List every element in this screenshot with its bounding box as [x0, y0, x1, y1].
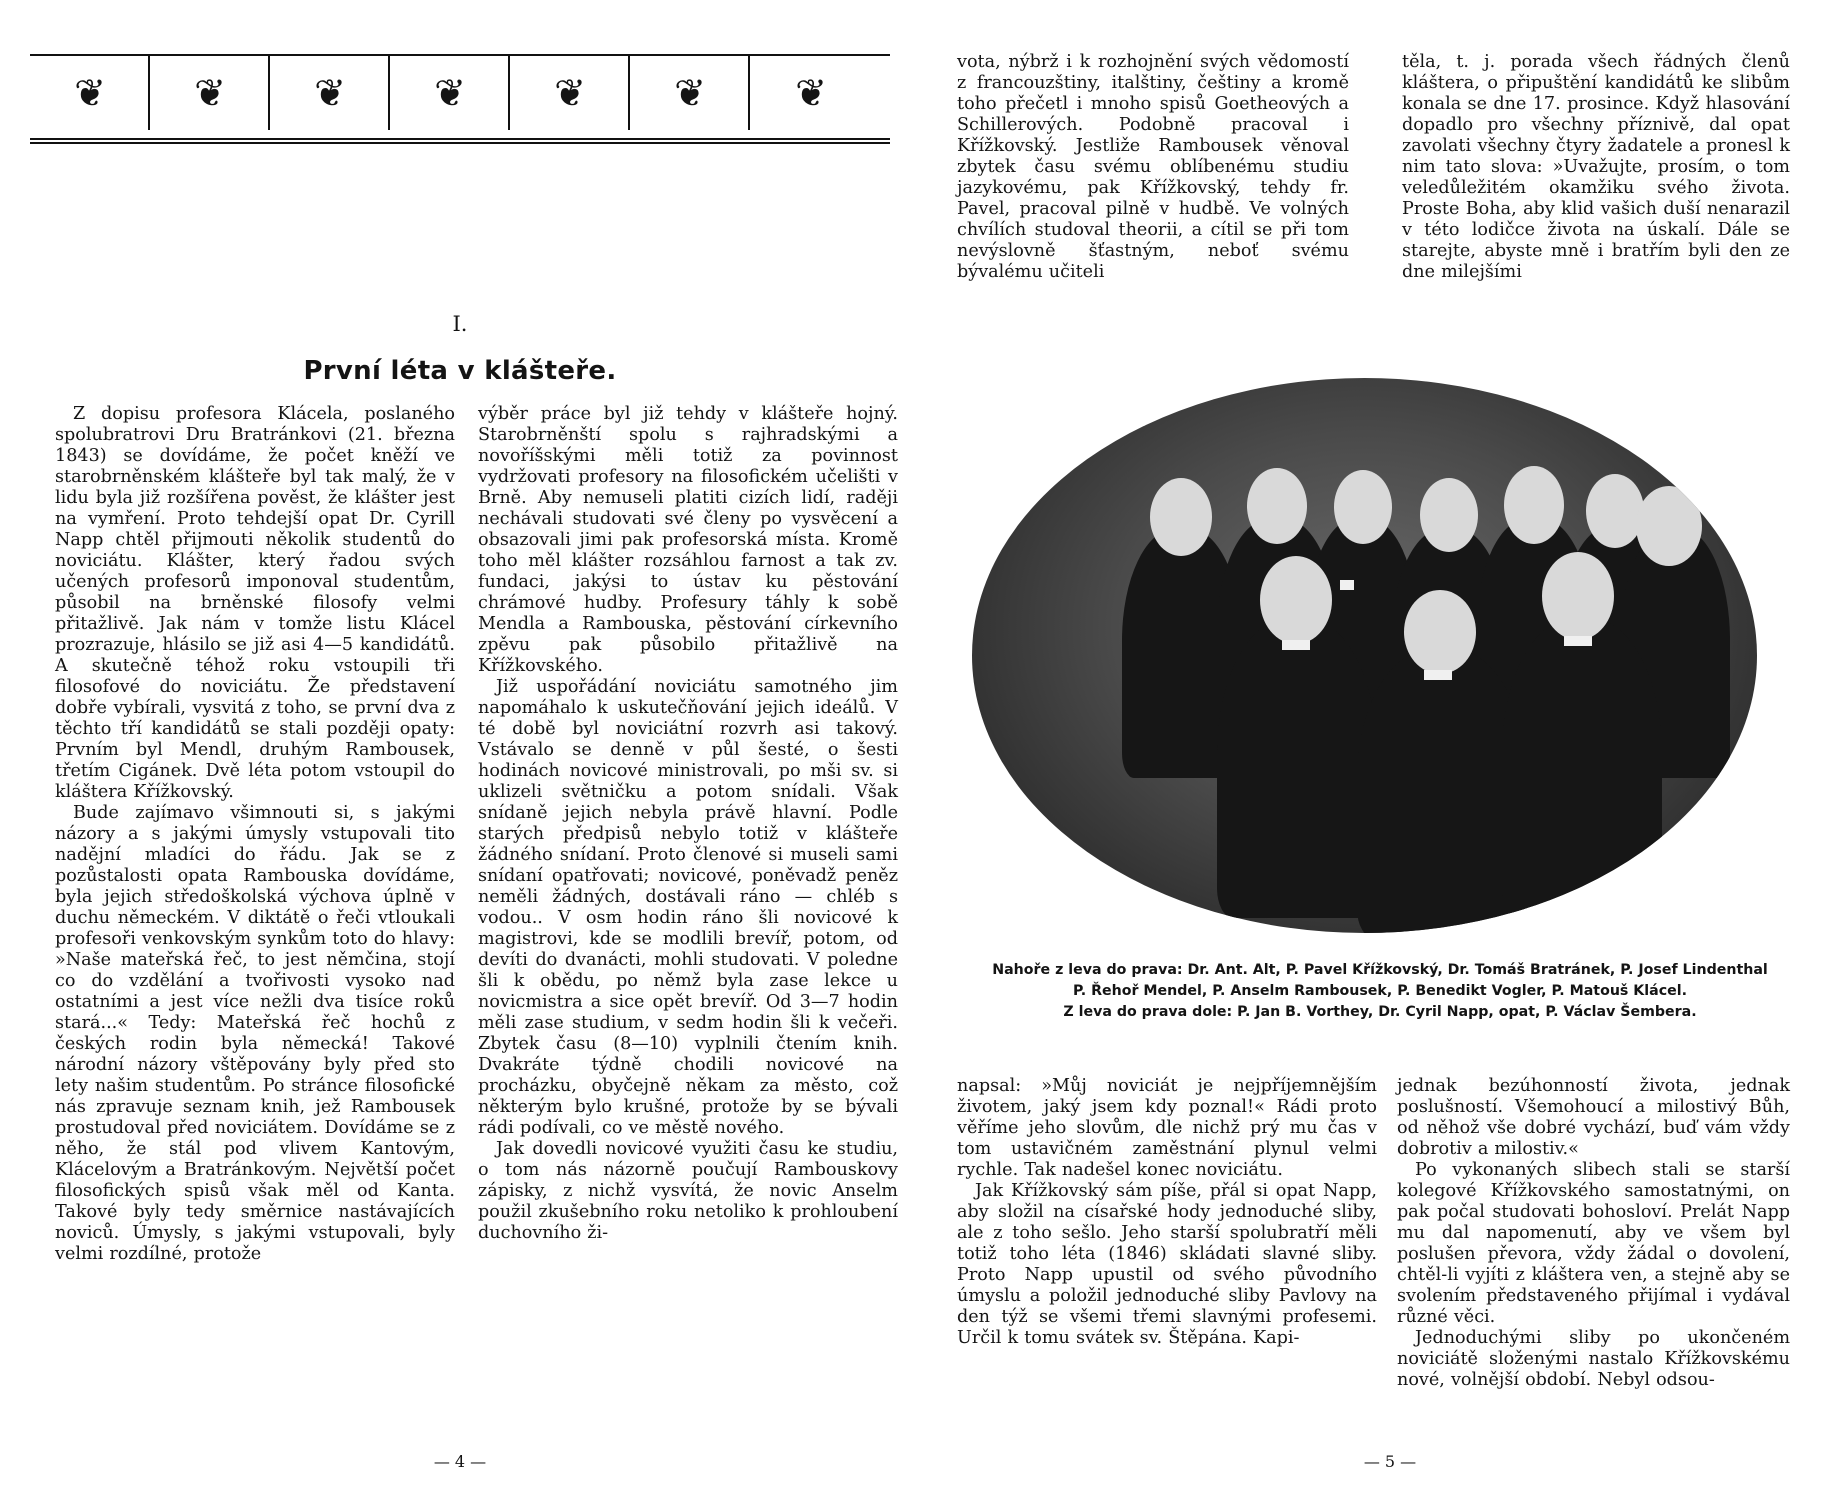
chapter-number: I. [452, 312, 468, 336]
header-ornament [30, 54, 890, 140]
right-page-bottom-column-1 [957, 1076, 1377, 1349]
right-page-top-column-2 [1402, 52, 1790, 283]
right-page-bottom-column-2 [1397, 1076, 1790, 1391]
ornament-panel: ❦ [630, 56, 750, 130]
ornament-panel: ❦ [795, 71, 825, 115]
paragraph: Z dopisu profesora Klácela, poslaného spolubratrovi Dru Bratránkovi (21. března 1843) se dovídáme, že počet kněží ve starobrněnském klášteře byl tak malý, že v lidu byla již rozšířena pověst, že klášter jest na vymření. Proto tehdejší opat Dr. Cyrill Napp chtěl přijmouti několik studentů do noviciátu. Klášter, který řadou svých učených profesorů imponoval studentům, působil na brněnské filosofy velmi přitažlivě. Jak nám v tomže listu Klácel prozrazuje, hlásilo se již asi 4—5 kandidátů. A skutečně téhož roku vstoupili tři filosofové do noviciátu. Že představení dobře vybírali, vysvitá z toho, se první dva z těchto tří kandidátů se stali později opaty: Prvním byl Mendl, druhým Rambousek, třetím Cigánek. Dvě léta potom vstoupil do kláštera Křížkovský. [55, 404, 455, 802]
paragraph: jednak bezúhonností života, jednak poslušností. Všemohoucí a milostivý Bůh, od něhož vše dobré vychází, buď vám vždy dobrotiv a milostiv.« [1397, 1076, 1790, 1159]
paragraph: Po vykonaných slibech stali se starší kolegové Křížkovského samostatnými, on pak počal studovati bohosloví. Prelát Napp mu dal napomenutí, aby ve všem byl poslušen převora, vždy žádal o dovolení, chtěl-li vyjíti z kláštera ven, a stejně aby se svolením představeného přijímal i vydával různé věci. [1397, 1160, 1790, 1327]
ornament-panel: ❦ [270, 56, 390, 130]
right-page-top-column-1 [957, 52, 1349, 283]
paragraph: Jak Křížkovský sám píše, přál si opat Napp, aby složil na císařské hody jednoduché sliby, ale z toho sešlo. Jeho starší spolubratří měli totiž toho léta (1846) skládati slavné sliby. Proto Napp upustil od svého původního úmyslu a položil jednoduché sliby Pavlovy na den týž se všemi třemi slavnými profesemi. Určil k tomu svátek sv. Štěpána. Kapi- [957, 1181, 1377, 1348]
left-page-column-1 [55, 404, 455, 1265]
caption-line: Nahoře z leva do prava: Dr. Ant. Alt, P. Pavel Křížkovský, Dr. Tomáš Bratránek, P. Josef Lindenthal [992, 962, 1768, 978]
caption-line: P. Řehoř Mendel, P. Anselm Rambousek, P. Benedikt Vogler, P. Matouš Klácel. [1072, 983, 1688, 999]
header-rule [30, 142, 890, 144]
paragraph: napsal: »Můj noviciát je nejpříjemnějším životem, jaký jsem kdy poznal!« Rádi proto věříme jeho slovům, dle nichž prý mu čas v tom ustavičném zaměstnání plynul velmi rychle. Tak nadešel konec noviciátu. [957, 1076, 1377, 1180]
paragraph: vota, nýbrž i k rozhojnění svých vědomostí z francouzštiny, italštiny, češtiny a kromě toho přečetl i mnoho spisů Goetheových a Schillerových. Podobně pracoval i Křížkovský. Jestliže Rambousek věnoval zbytek času svému oblíbenému studiu jazykovému, pak Křížkovský, tehdy fr. Pavel, pracoval pilně v hudbě. Ve volných chvílích studoval theorii, a cítil se při tom nevýslovně šťastným, neboť svému bývalému učiteli [957, 52, 1349, 282]
group-photograph [972, 378, 1757, 933]
photo-caption [920, 960, 1840, 1023]
ornament-panel: ❦ [150, 56, 270, 130]
paragraph: Jak dovedli novicové využiti času ke studiu, o tom nás názorně poučují Rambouskovy zápisky, z nichž vysvítá, že novic Anselm použil zkušebního roku netoliko k prohloubení duchovního ži- [478, 1139, 898, 1243]
paragraph: výběr práce byl již tehdy v klášteře hojný. Starobrněnští spolu s rajhradskými a novoříšskými měli totiž za povinnost vydržovati profesory na filosofickém učelišti v Brně. Aby nemuseli platiti cizích lidí, raději nechávali studovati své členy po vysvěcení a obsazovali jimi pak profesorská místa. Kromě toho měl klášter rozsáhlou farnost a tak zv. fundaci, jakýsi to ústav ku pěstování chrámové hudby. Profesury táhly k sobě Mendla a Rambouska, pěstování církevního zpěvu pak působilo přitažlivě na Křížkovského. [478, 404, 898, 676]
left-page-column-2 [478, 404, 898, 1244]
ornament-panel: ❦ [510, 56, 630, 130]
page-number-right: — 5 — [1363, 1452, 1417, 1471]
ornament-panel: ❦ [30, 56, 150, 130]
page-number-left: — 4 — [433, 1452, 487, 1471]
paragraph: Bude zajímavo všimnouti si, s jakými názory a s jakými úmysly vstupovali tito nadějní mladíci do řádu. Jak se z pozůstalosti opata Rambouska dovídáme, byla jejich středoškolská výchova úplně v duchu německém. V diktátě o řeči vtloukali profesoři venkovským synkům toto do hlavy: »Naše mateřská řeč, to jest němčina, stojí co do vzdělání a tvořivosti vysoko nad ostatními a jest více nežli dva tisíce roků stará...« Tedy: Mateřská řeč hochů z českých rodin byla německá! Takové národní názory vštěpovány byly před sto lety našim studentům. Po stránce filosofické nás zpravuje seznam knih, jež Rambousek prostudoval před noviciátem. Dovídáme se z něho, že stál pod vlivem Kantovým, Klácelovým a Bratránkovým. Největší počet filosofických spisů však měl od Kanta. Takové byly tedy směrnice nastávajících noviců. Úmysly, s jakými vstupovali, byly velmi rozdílné, protože [55, 803, 455, 1264]
paragraph: Jednoduchými sliby po ukončeném noviciátě složenými nastalo Křížkovskému nové, volnější období. Nebyl odsou- [1397, 1328, 1790, 1390]
ornament-panel: ❦ [390, 56, 510, 130]
caption-line: Z leva do prava dole: P. Jan B. Vorthey, Dr. Cyril Napp, opat, P. Václav Šembera. [1063, 1004, 1697, 1020]
paragraph: těla, t. j. porada všech řádných členů kláštera, o připuštění kandidátů ke slibům konala se dne 17. prosince. Když hlasování dopadlo pro všechny příznivě, dal opat zavolati všechny čtyry žadatele a pronesl k nim tato slova: »Uvažujte, prosím, o tom veledůležitém okamžiku svého života. Proste Boha, aby klid vašich duší nenarazil v této lodičce života na úskalí. Dále se starejte, abyste mně i bratřím byli den ze dne milejšími [1402, 52, 1790, 282]
paragraph: Již uspořádání noviciátu samotného jim napomáhalo k uskutečňování jejich ideálů. V té době byl noviciátní rozvrh asi takový. Vstávalo se denně v půl šesté, o šesti hodinách novicové ministrovali, po mši sv. si uklizeli světničku a potom snídali. Však snídaně jejich nebyla právě hlavní. Podle starých předpisů nebylo totiž v klášteře žádného snídaní. Proto členové si museli sami snídaní opatřovati; novicové, poněvadž peněz neměli žádných, dostávali ráno — chléb s vodou.. V osm hodin ráno šli novicové k magistrovi, kde se modlili brevíř, potom, od devíti do dvanácti, mohli studovati. V poledne šli k obědu, po němž byla zase lekce u novicmistra a sice opět brevíř. Od 3—7 hodin měli zase studium, v sedm hodin šli k večeři. Zbytek času (8—10) vyplnili čtením knih. Dvakráte týdně chodili novicové na procházku, obyčejně někam za město, což některým bylo krušné, protože by se bývali rádi podívali, co ve městě nového. [478, 677, 898, 1138]
chapter-title: První léta v klášteře. [303, 356, 617, 386]
